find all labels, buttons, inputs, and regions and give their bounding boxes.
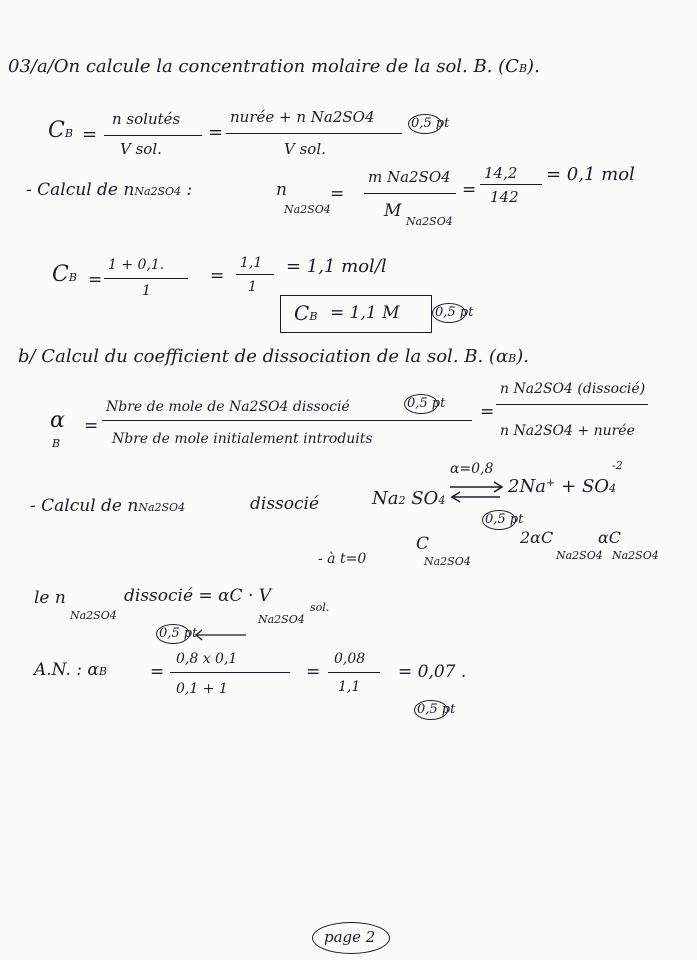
product-so: αC <box>598 528 622 547</box>
cb-letter: C <box>48 118 65 143</box>
alpha-denominator: Nbre de mole initialement introduits <box>112 431 373 447</box>
qb-header-sub: B <box>508 352 517 365</box>
colon: : <box>181 180 193 200</box>
n-letter: n <box>276 180 287 200</box>
score-stamp-6: 0,5 pt <box>417 702 456 717</box>
fraction-bar <box>496 404 648 405</box>
cb2-letter: C <box>52 262 69 287</box>
product-na-sub: Na2SO4 <box>556 549 603 562</box>
an-mid-denominator: 1,1 <box>338 679 361 695</box>
le-n-sub: Na2SO4 <box>70 609 117 622</box>
score-stamp-4: 0,5 pt <box>485 512 524 527</box>
boxed-cb <box>294 303 317 323</box>
products-charge: -2 <box>612 459 623 472</box>
pointer-arrow-icon <box>192 628 252 642</box>
molar-mass: M <box>384 201 402 221</box>
fraction-bar <box>104 135 202 136</box>
an-label <box>34 662 107 679</box>
products-sub: 4 <box>609 482 617 495</box>
boxed-cb-value: = 1,1 M <box>330 303 400 323</box>
score-stamp-3: 0,5 pt <box>407 396 446 411</box>
qb-header-text: b/ Calcul du coefficient de dissociation de la sol. B. (α <box>18 346 509 367</box>
t0-label: - à t=0 <box>318 551 367 567</box>
alpha-right-denominator: n Na2SO4 + nurée <box>500 423 635 439</box>
alpha-right-numerator: n Na2SO4 (dissocié) <box>500 381 646 397</box>
eq-2: = <box>208 122 224 143</box>
qb-header <box>18 348 529 366</box>
q3a-header-close: ). <box>527 56 540 77</box>
reactant-so-sub: 4 <box>438 494 446 507</box>
an-sub: B <box>98 665 107 678</box>
cb2-numerator: 1 + 0,1. <box>108 257 165 273</box>
product-na: 2αC <box>520 528 554 547</box>
calc-diss-label <box>30 498 185 515</box>
eq-1: = <box>82 124 98 145</box>
product-so-sub: Na2SO4 <box>612 549 659 562</box>
calc-n-label <box>26 182 192 199</box>
boxed-cb-sub: B <box>309 310 318 323</box>
q3a-header <box>8 58 540 76</box>
fraction-bar <box>328 672 380 673</box>
cb-sub: B <box>64 127 73 140</box>
equilibrium-arrow-icon <box>448 478 506 504</box>
eq-10: = <box>306 662 321 682</box>
molar-mass-value: 142 <box>490 188 519 206</box>
eq-9: = <box>150 662 165 682</box>
mass-value: 14,2 <box>484 164 518 182</box>
n-sub: Na2SO4 <box>284 203 331 216</box>
reactant-na: Na <box>372 488 399 509</box>
le-n-csub: Na2SO4 <box>258 613 305 626</box>
cb-numerator-2: nurée + n Na2SO4 <box>230 108 375 126</box>
molar-mass-sub: Na2SO4 <box>406 215 453 228</box>
an-text: A.N. : α <box>34 660 99 680</box>
cb2-sub: B <box>68 271 77 284</box>
fraction-bar <box>104 278 188 279</box>
cb2-mid-numerator: 1,1 <box>240 255 263 271</box>
fraction-bar <box>480 184 542 185</box>
reactant-so: SO <box>411 488 439 509</box>
c-initial-sub: Na2SO4 <box>424 555 471 568</box>
eq-6: = <box>210 266 225 286</box>
fraction-bar <box>102 420 472 421</box>
cb-denominator: V sol. <box>120 140 162 158</box>
c-initial: C <box>416 534 430 554</box>
mol-result: = 0,1 mol <box>546 164 635 185</box>
calc-n-text: - Calcul de n <box>26 180 135 200</box>
dissocie-word: dissocié <box>250 494 320 514</box>
alpha-numerator: Nbre de mole de Na2SO4 dissocié <box>106 399 350 415</box>
cb2-denominator: 1 <box>142 283 151 299</box>
mass-numerator: m Na2SO4 <box>368 168 451 186</box>
reactant-na-sub: 2 <box>398 494 406 507</box>
calc-diss-text: - Calcul de n <box>30 496 139 516</box>
cb2-mid-denominator: 1 <box>248 279 257 295</box>
fraction-bar <box>236 274 274 275</box>
alpha-given: α=0,8 <box>450 461 494 477</box>
cb-label <box>48 120 73 142</box>
cb-denominator-2: V sol. <box>284 140 326 158</box>
eq-4: = <box>462 180 477 200</box>
eq-8: = <box>480 402 495 422</box>
alpha-sub: B <box>52 437 61 450</box>
eq-7: = <box>84 416 99 436</box>
le-n-vsub: sol. <box>310 601 330 614</box>
cb2-label <box>52 264 77 286</box>
fraction-bar <box>226 133 402 134</box>
le-n-formula: dissocié = αC · V <box>124 586 272 606</box>
boxed-cb-letter: C <box>294 301 310 325</box>
cb-result: = 1,1 mol/l <box>286 256 387 277</box>
fraction-bar <box>170 672 290 673</box>
score-stamp-5: 0,5 pt <box>159 626 198 641</box>
an-result: = 0,07 . <box>398 662 467 682</box>
q3a-header-text: 03/a/On calcule la concentration molaire de la sol. B. (C <box>8 56 519 77</box>
eq-3: = <box>330 184 345 204</box>
calc-diss-sub: Na2SO4 <box>138 501 186 514</box>
eq-5: = <box>88 270 103 290</box>
page-number: page 2 <box>324 928 376 946</box>
n-symbol <box>276 182 287 199</box>
an-mid-numerator: 0,08 <box>334 651 366 667</box>
score-stamp-1: 0,5 pt <box>411 116 450 131</box>
calc-n-sub: Na2SO4 <box>134 185 182 198</box>
q3a-header-sub: B <box>518 62 528 75</box>
le-n-label: le n <box>34 588 66 608</box>
products-text: 2Na⁺ + SO <box>508 476 610 497</box>
qb-header-close: ). <box>516 346 529 367</box>
score-stamp-2: 0,5 pt <box>435 305 474 320</box>
cb-numerator: n solutés <box>112 110 181 128</box>
an-denominator: 0,1 + 1 <box>176 681 228 697</box>
alpha-symbol: α <box>50 408 65 433</box>
products <box>508 478 616 496</box>
an-numerator: 0,8 x 0,1 <box>176 651 238 667</box>
reactant <box>372 490 445 508</box>
fraction-bar <box>364 193 456 194</box>
